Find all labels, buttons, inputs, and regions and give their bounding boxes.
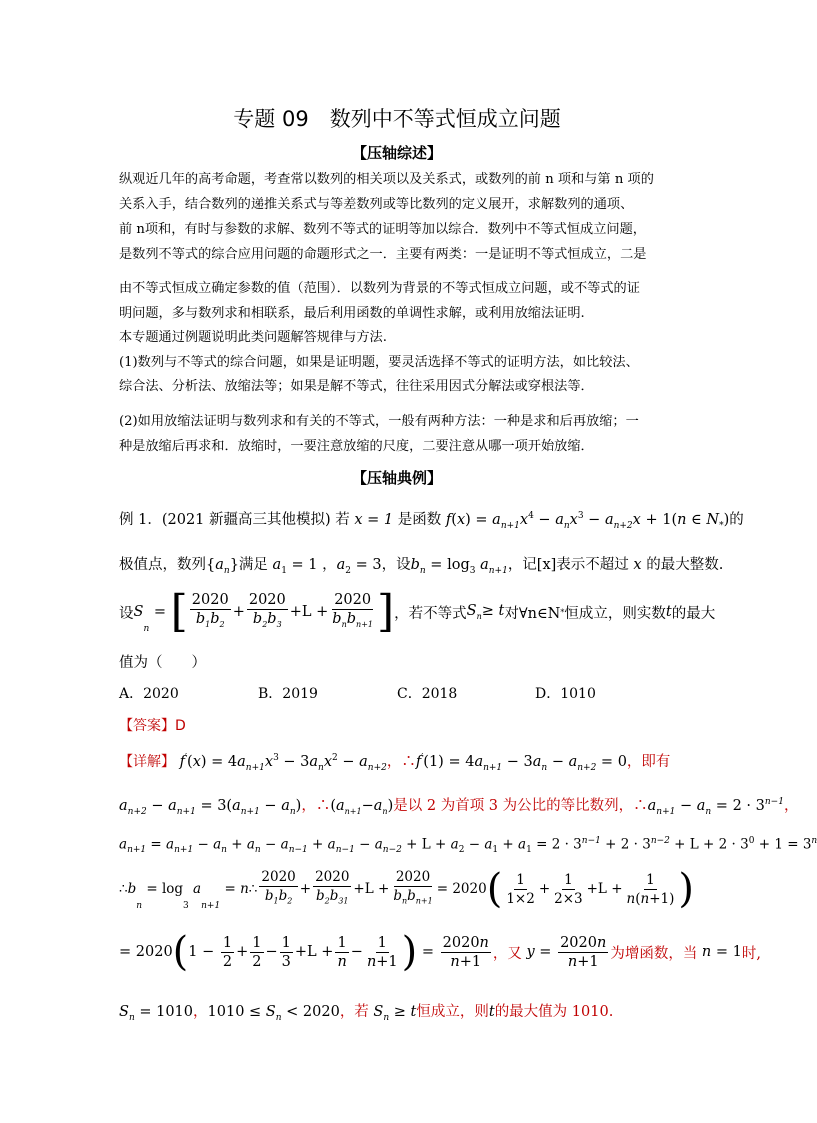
detail-label: 【详解】: [119, 754, 175, 770]
intro-line: 由不等式恒成立确定参数的值（范围）．以数列为背景的不等式恒成立问题，或不等式的证: [119, 281, 640, 296]
intro-line: 是数列不等式的综合应用问题的命题形式之一．主要有两类：一是证明不等式恒成立，二是: [119, 247, 647, 262]
page-title: 专题 09 数列中不等式恒成立问题: [233, 107, 561, 131]
detail-line-3: $a_{n+1} = a_{n+1} - a_n + a_n - a_{n-1} + a_{n-1} - a_{n-2} + L + a_2 - a_1 + a_1 = 2 \cdot 3^{n-1} + 2 \cdot 3^{n-2} + L + 2 \cdot 3^0 + 1 = 3^n$: [119, 836, 817, 856]
option-c[interactable]: C．2018: [397, 686, 458, 702]
detail-line-1: 【详解】 $f'(x) = 4a_{n+1}x^3 - 3a_nx^2 - a_{n+2}$，∴f′(1) = $4a_{n+1} - 3a_n - a_{n+2} = 0$，即有: [119, 753, 671, 773]
intro-line: (1)数列与不等式的综合问题，如果是证明题，要灵活选择不等式的证明方法，如比较法、: [119, 355, 639, 370]
intro-line: 本专题通过例题说明此类问题解答规律与方法.: [119, 330, 387, 345]
example-prefix: 例 1．(2021 新疆高三其他模拟) 若: [119, 512, 355, 528]
intro-line: 前 n项和，有时与参数的求解、数列不等式的证明等加以综合．数列中不等式恒成立问题，: [119, 222, 646, 237]
intro-line: 种是放缩后再求和．放缩时，一要注意放缩的尺度，二要注意从哪一项开始放缩．: [119, 439, 594, 454]
example-line-4: 值为（ ）: [119, 655, 206, 671]
section-heading-overview: 【压轴综述】: [351, 144, 442, 162]
intro-line: 综合法、分析法、放缩法等；如果是解不等式，往往采用因式分解法或穿根法等．: [119, 379, 594, 394]
section-heading-examples: 【压轴典例】: [351, 469, 442, 487]
example-line-1: 例 1．(2021 新疆高三其他模拟) 若 x = 1 是函数 $f(x) = a_{n+1}x^4 - a_nx^3 - a_{n+2}x + 1(n$ ∈ $N_*$)的: [119, 511, 744, 531]
detail-line-5: = 2020 ( 1 − $\frac{1}{2}$ + $\frac{1}{2}$ − $\frac{1}{3}$ +L + $\frac{1}{n}$ − $\frac{1}{n+1}$ ) = $\frac{2020n}{n+1}$ ，又 y = $\frac{2020n}{n+1}$ 为增函数，当 n = 1 时,: [119, 929, 761, 975]
option-b[interactable]: B．2019: [258, 686, 318, 702]
intro-line: 明问题，多与数列求和相联系，最后利用函数的单调性求解，或利用放缩法证明.: [119, 306, 585, 321]
intro-line: 关系入手，结合数列的递推关系式与等差数列或等比数列的定义展开，求解数列的通项、: [119, 197, 634, 212]
example-line-3: 设 S n = [ $\frac{2020}{b_1b_2}$ + $\frac{2020}{b_2b_3}$ +L + $\frac{2020}{b_nb_{n+1}}$ ] ，若不等式 $S_n\ge t$ 对∀n∈N * 恒成立，则实数 t 的最大: [119, 586, 716, 637]
detail-line-6: $S_n = 1010$，$1010 \le S_n < 2020$，若 $S_n \ge t$恒成立，则t的最大值为 1010.: [119, 1004, 614, 1023]
intro-line: 纵观近几年的高考命题，考查常以数列的相关项以及关系式，或数列的前 n 项和与第 n 项的: [119, 172, 654, 187]
answer-label: 【答案】D: [119, 718, 186, 734]
detail-line-2: $a_{n+2} - a_{n+1} = 3(a_{n+1} - a_n)$，$\therefore(a_{n+1}-a_n)$是以 2 为首项 3 为公比的等比数列，$\therefore a_{n+1} - a_n = 2 \cdot 3^{n-1}$，: [119, 797, 799, 817]
option-a[interactable]: A．2020: [119, 686, 179, 702]
intro-line: (2)如用放缩法证明与数列求和有关的不等式，一般有两种方法：一种是求和后再放缩；一: [119, 414, 639, 429]
option-d[interactable]: D．1010: [535, 686, 596, 702]
detail-line-4: ∴ b n = log 3 a n+1 = n ∴ $\frac{2020}{b_1b_2}$ + $\frac{2020}{b_2b_{31}}$ +L + $\frac{2020}{b_nb_{n+1}}$ = 2020 ( $\frac{1}{1\times 2}$ + $\frac{1}{2\times 3}$ +L + $\frac{1}{n(n+1)}$ ): [119, 866, 694, 913]
example-line-2: 极值点，数列$\{a_n\}$满足 $a_1 = 1$ ，$a_2 = 3$，设$b_n = \log_3 a_{n+1}$，记[x]表示不超过 x 的最大整数.: [119, 557, 724, 576]
